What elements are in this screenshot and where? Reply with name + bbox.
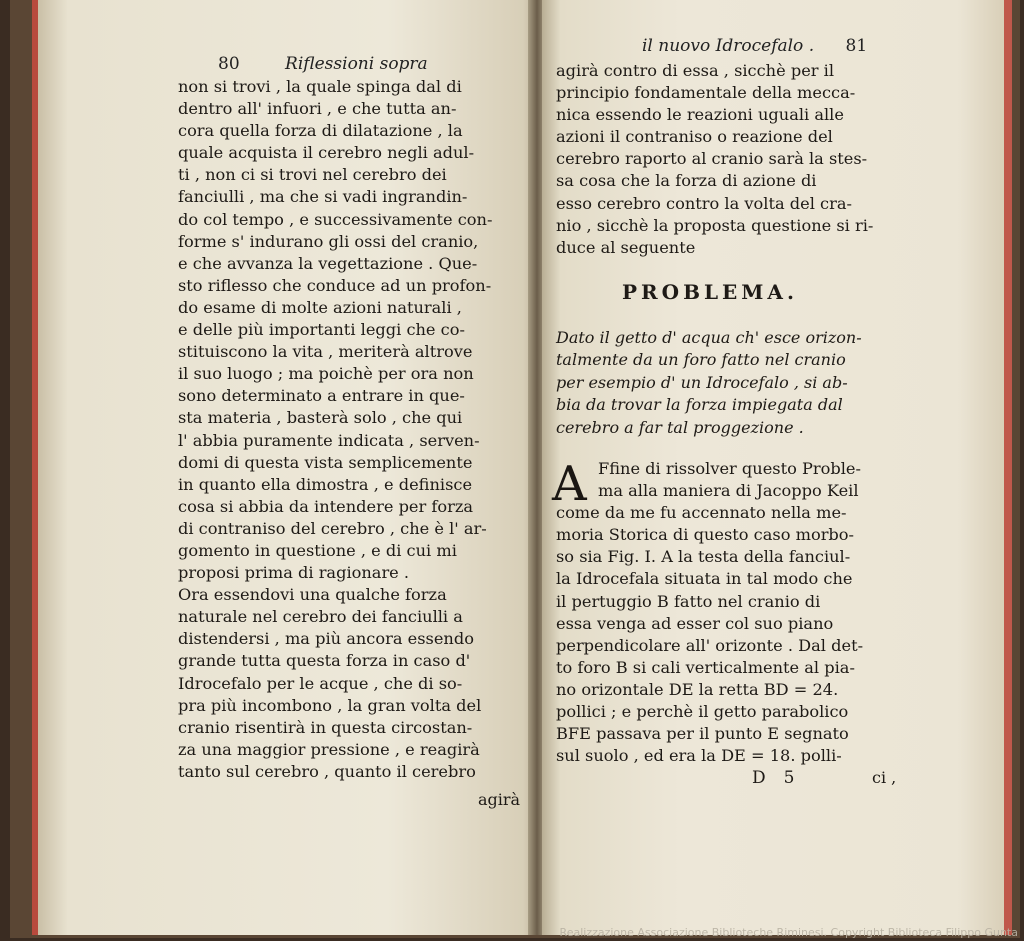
text-line: ti , non ci si trovi nel cerebro dei — [178, 165, 447, 185]
text-line: grande tutta questa forza in caso d' — [178, 651, 471, 671]
text-line: e delle più importanti leggi che co- — [178, 320, 465, 340]
text-line: ma alla maniera di Jacoppo Keil — [598, 481, 859, 501]
text-line: Ora essendovi una qualche forza — [178, 585, 447, 605]
text-line: perpendicolare all' orizonte . Dal det- — [556, 635, 864, 655]
right-catchword: ci , — [872, 768, 897, 787]
text-line: tanto sul cerebro , quanto il cerebro — [178, 761, 476, 781]
problem-line: bia da trovar la forza impiegata dal — [556, 395, 843, 415]
text-line: Idrocefalo per le acque , che di so- — [178, 673, 463, 693]
problem-line: Dato il getto d' acqua ch' esce orizon- — [556, 328, 862, 347]
text-line: so sia Fig. I. A la testa della fanciul- — [556, 547, 851, 567]
text-line: duce al seguente — [556, 237, 696, 257]
text-line: no orizontale DE la retta BD = 24. — [556, 679, 839, 699]
text-line: stituiscono la vita , meriterà altrove — [178, 342, 473, 362]
text-line: proposi prima di ragionare . — [178, 563, 410, 583]
text-line: l' abbia puramente indicata , serven- — [178, 430, 480, 450]
left-page-number: 80 — [218, 54, 240, 74]
signature-letter: D — [752, 768, 766, 788]
text-line: il pertuggio B fatto nel cranio di — [556, 591, 821, 611]
left-running-title: Riflessioni sopra — [285, 54, 428, 74]
text-line: il suo luogo ; ma poichè per ora non — [178, 364, 474, 384]
text-line: agirà contro di essa , sicchè per il — [556, 61, 835, 80]
text-line: naturale nel cerebro dei fanciulli a — [178, 607, 463, 627]
right-running-title: il nuovo Idrocefalo . — [642, 36, 815, 56]
text-line: quale acquista il cerebro negli adul- — [178, 143, 475, 163]
signature-number: 5 — [783, 768, 795, 788]
text-line: di contraniso del cerebro , che è l' ar- — [178, 518, 487, 538]
problem-line: talmente da un foro fatto nel cranio — [556, 350, 846, 370]
right-body-text — [556, 60, 916, 259]
text-line: pra più incombono , la gran volta del — [178, 695, 482, 715]
text-line: dentro all' infuori , e che tutta an- — [178, 99, 457, 119]
text-line: e che avvanza la vegettazione . Que- — [178, 253, 478, 273]
text-line: non si trovi , la quale spinga dal di — [178, 77, 462, 96]
text-line: cora quella forza di dilatazione , la — [178, 121, 463, 141]
text-line: principio fondamentale della mecca- — [556, 83, 856, 103]
text-line: azioni il contraniso o reazione del — [556, 127, 833, 147]
left-page — [32, 0, 538, 935]
left-running-head — [218, 54, 488, 74]
text-line: do esame di molte azioni naturali , — [178, 297, 462, 317]
text-line: fanciulli , ma che si vadi ingrandin- — [178, 187, 468, 207]
text-line: sono determinato a entrare in que- — [178, 386, 465, 406]
text-line: za una maggior pressione , e reagirà — [178, 739, 480, 759]
text-line: distendersi , ma più ancora essendo — [178, 629, 474, 649]
solution-text — [556, 458, 926, 767]
text-line: forme s' indurano gli ossi del cranio, — [178, 231, 479, 251]
text-line: cranio risentirà in questa circostan- — [178, 717, 473, 737]
text-line: sta materia , basterà solo , che qui — [178, 408, 463, 428]
right-running-head — [642, 36, 942, 56]
right-page-number: 81 — [845, 36, 868, 56]
text-line: domi di questa vista semplicemente — [178, 452, 473, 472]
text-line: BFE passava per il punto E segnato — [556, 724, 849, 744]
problem-statement — [556, 327, 926, 439]
copyright-watermark: Realizzazione Associazione Biblioteche Riminesi. Copyright Biblioteca Filippo Gunta — [559, 926, 1018, 939]
text-line: come da me fu accennato nella me- — [556, 503, 847, 523]
text-line: nio , sicchè la proposta questione si ri- — [556, 215, 874, 235]
text-line: do col tempo , e successivamente con- — [178, 209, 493, 229]
text-line: cosa si abbia da intendere per forza — [178, 496, 474, 516]
left-body-text — [178, 76, 543, 783]
problem-heading: PROBLEMA. — [622, 280, 798, 304]
text-line: essa venga ad esser col suo piano — [556, 613, 834, 633]
signature-mark — [752, 768, 794, 788]
open-book — [10, 0, 1020, 938]
text-line: moria Storica di questo caso morbo- — [556, 525, 855, 545]
text-line: pollici ; e perchè il getto parabolico — [556, 702, 849, 722]
right-page — [542, 0, 1012, 935]
text-line: sul suolo , ed era la DE = 18. polli- — [556, 746, 842, 766]
problem-line: cerebro a far tal proggezione . — [556, 417, 804, 437]
text-line: la Idrocefala situata in tal modo che — [556, 569, 853, 589]
text-line: esso cerebro contro la volta del cra- — [556, 193, 852, 213]
drop-cap: A — [552, 456, 587, 512]
text-line: to foro B si cali verticalmente al pia- — [556, 657, 855, 677]
text-line: cerebro raporto al cranio sarà la stes- — [556, 149, 868, 169]
problem-line: per esempio d' un Idrocefalo , si ab- — [556, 372, 848, 392]
text-line: in quanto ella dimostra , e definisce — [178, 474, 473, 494]
text-line: sto riflesso che conduce ad un profon- — [178, 275, 492, 295]
left-catchword: agirà — [478, 790, 521, 809]
text-line: sa cosa che la forza di azione di — [556, 171, 817, 191]
text-line: nica essendo le reazioni uguali alle — [556, 105, 844, 125]
text-line: gomento in questione , e di cui mi — [178, 540, 457, 560]
text-line: Ffine di rissolver questo Proble- — [598, 459, 861, 478]
